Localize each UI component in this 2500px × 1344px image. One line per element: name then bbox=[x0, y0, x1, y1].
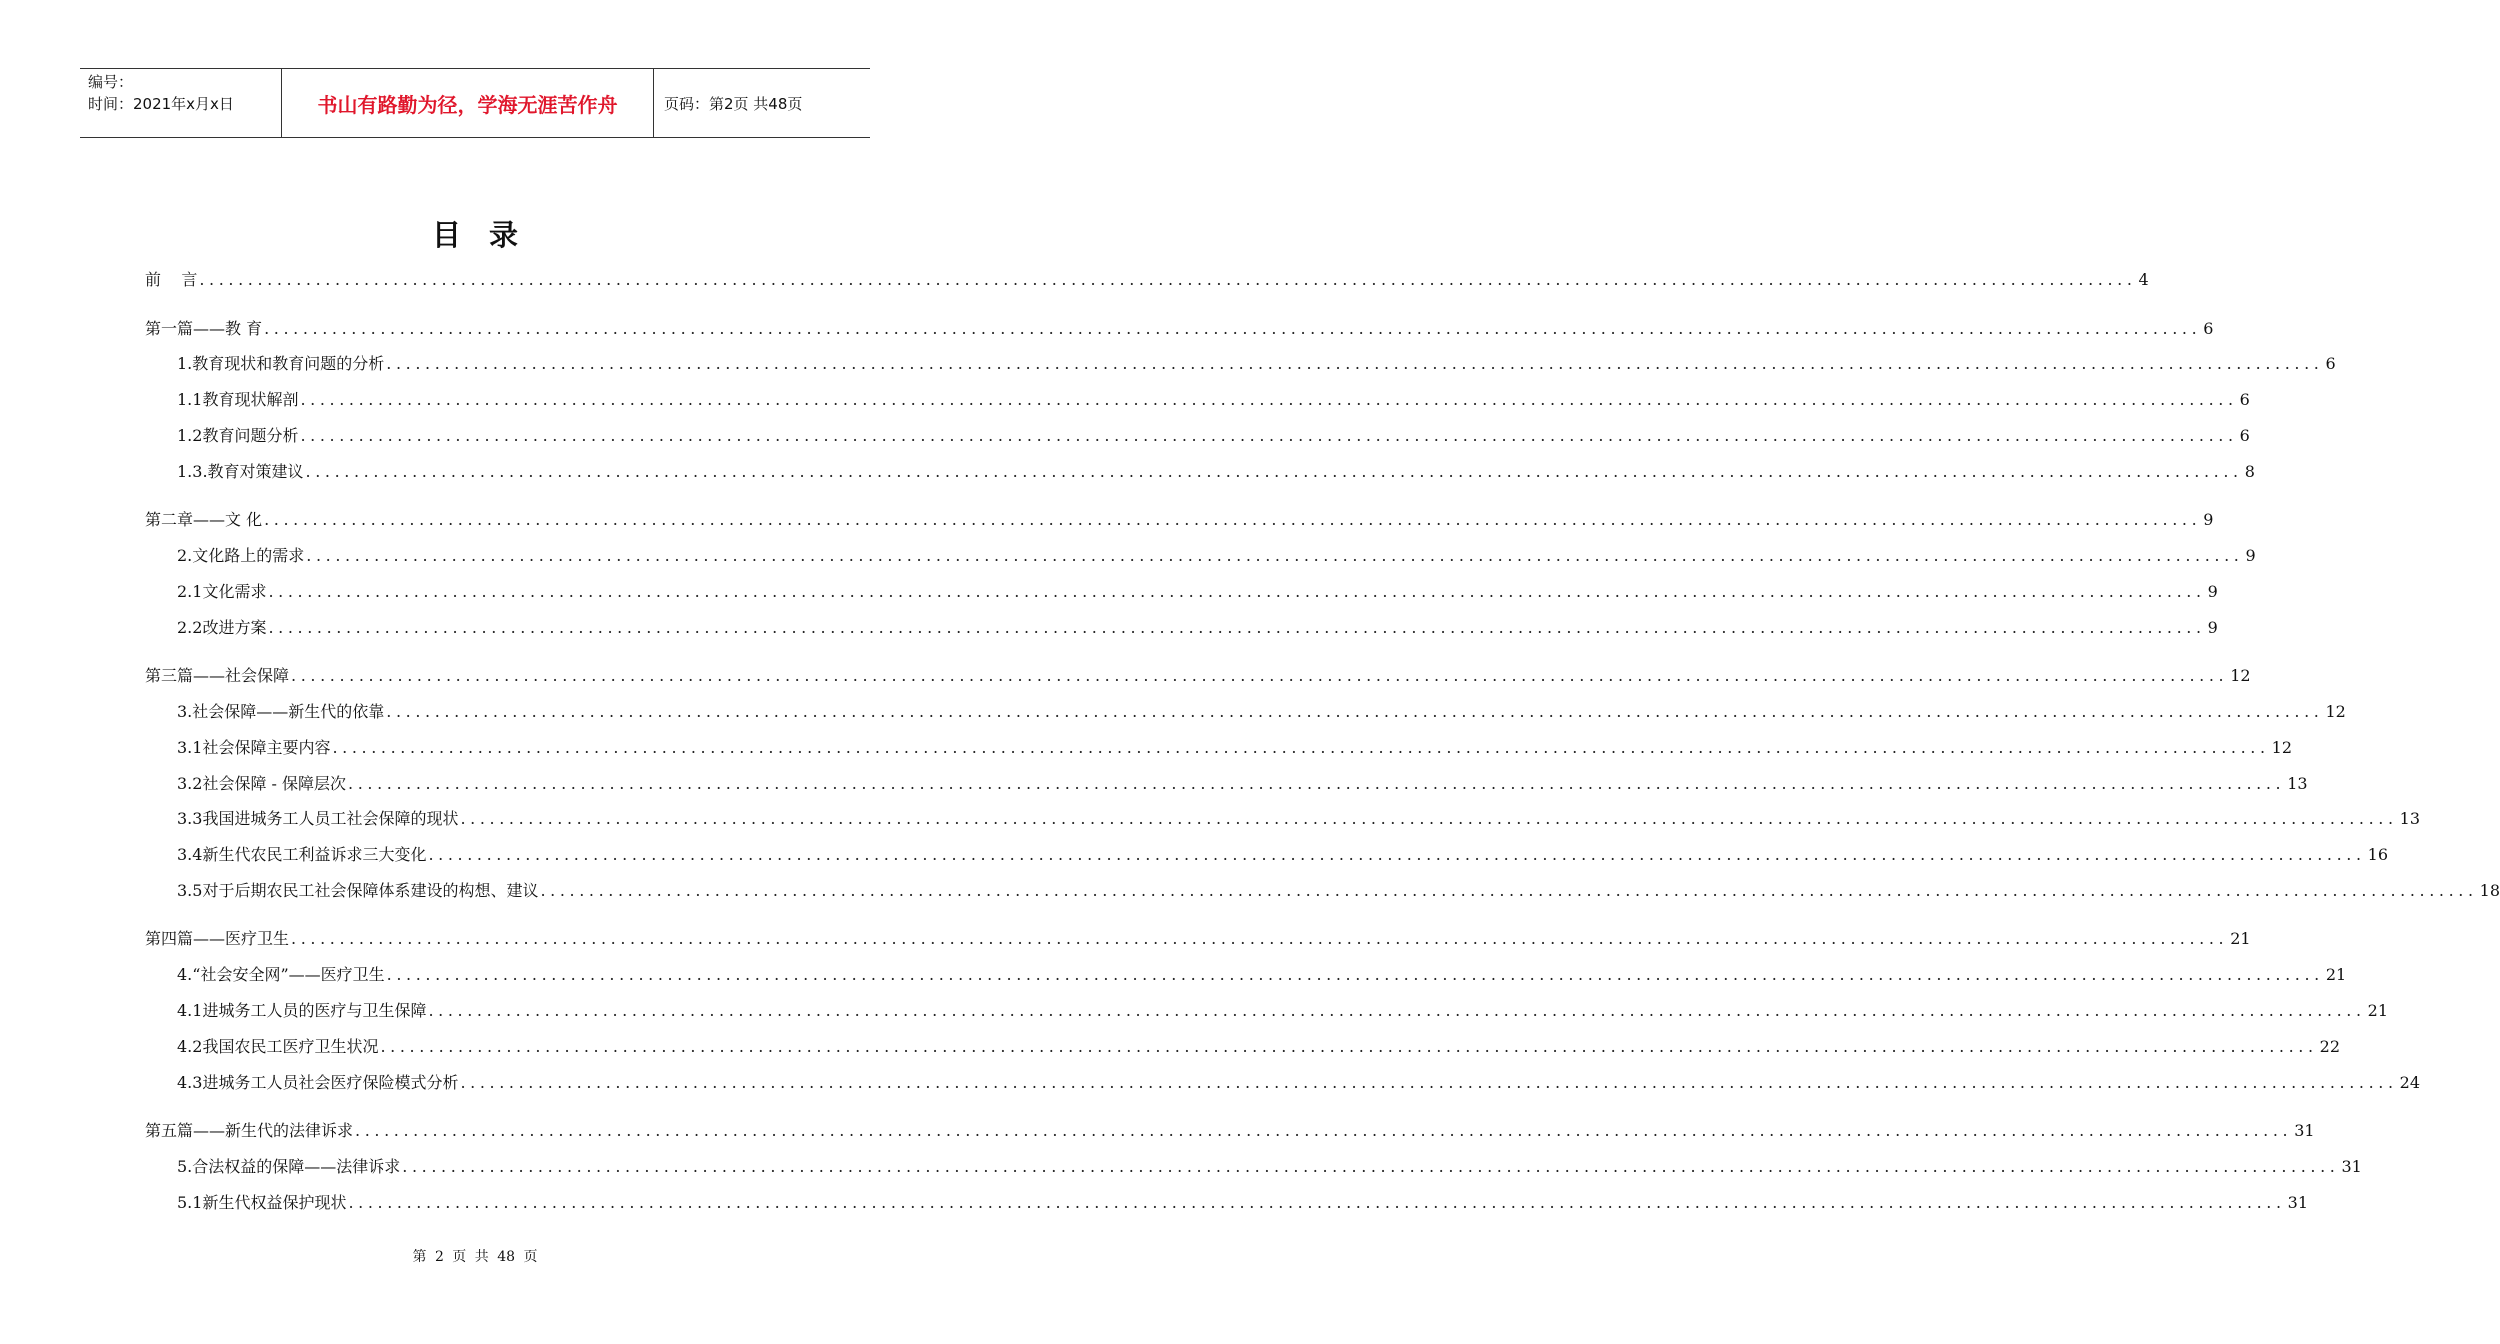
toc-entry-label: 5.合法权益的保障——法律诉求 bbox=[177, 1156, 401, 1176]
document-time-label: 时间：2021年x月x日 bbox=[88, 95, 234, 113]
header-motto: 书山有路勤为径，学海无涯苦作舟 bbox=[281, 69, 654, 137]
toc-entry-label: 5.1新生代权益保护现状 bbox=[177, 1192, 347, 1212]
toc-entry-label: 4.2我国农民工医疗卫生状况 bbox=[177, 1036, 379, 1056]
toc-chapter-entry[interactable] bbox=[145, 927, 2251, 951]
toc-entry-page-number: 21 bbox=[2367, 1001, 2388, 1020]
toc-section-entry[interactable] bbox=[177, 1155, 2362, 1179]
toc-entry-page-number: 13 bbox=[2287, 773, 2308, 793]
toc-section-entry[interactable] bbox=[177, 736, 2292, 760]
toc-entry-page-number: 9 bbox=[2207, 617, 2218, 637]
header-meta-cell bbox=[80, 69, 281, 137]
toc-entry-page-number: 12 bbox=[2271, 737, 2292, 757]
toc-entry-page-number: 13 bbox=[2399, 809, 2420, 829]
toc-section-entry[interactable] bbox=[177, 843, 2388, 867]
toc-entry-label: 3.4新生代农民工利益诉求三大变化 bbox=[177, 845, 427, 865]
toc-entry-label: 4.1进城务工人员的医疗与卫生保障 bbox=[177, 1001, 427, 1020]
page-footer: 第 2 页 共 48 页 bbox=[412, 1249, 538, 1265]
toc-entry-label: 2.2改进方案 bbox=[177, 617, 267, 637]
toc-entry-label: 前 言 bbox=[145, 270, 198, 289]
toc-entry-page-number: 6 bbox=[2239, 425, 2250, 445]
toc-leader-dots: ........................................................................................................................................................................................................ bbox=[428, 845, 2366, 865]
toc-leader-dots: ........................................................................................................................................................................................................ bbox=[386, 965, 2324, 985]
toc-entry-page-number: 9 bbox=[2207, 581, 2218, 601]
toc-entry-label: 2.1文化需求 bbox=[177, 581, 267, 601]
header-page-info: 页码：第2页 共48页 bbox=[664, 94, 803, 113]
toc-section-entry[interactable] bbox=[177, 544, 2256, 568]
toc-leader-dots: ........................................................................................................................................................................................................ bbox=[332, 737, 2270, 757]
toc-leader-dots: ........................................................................................................................................................................................................ bbox=[380, 1036, 2318, 1056]
toc-leader-dots: ........................................................................................................................................................................................................ bbox=[348, 1192, 2286, 1212]
toc-entry-page-number: 6 bbox=[2239, 390, 2250, 410]
toc-entry-page-number: 9 bbox=[2203, 510, 2214, 530]
toc-leader-dots: ........................................................................................................................................................................................................ bbox=[306, 546, 2244, 565]
document-number-label: 编号： bbox=[88, 73, 134, 91]
toc-entry-page-number: 21 bbox=[2325, 965, 2347, 985]
toc-leader-dots: ........................................................................................................................................................................................................ bbox=[540, 880, 2478, 900]
toc-leader-dots: ........................................................................................................................................................................................................ bbox=[386, 354, 2324, 374]
toc-section-entry[interactable] bbox=[177, 1035, 2340, 1059]
toc-leader-dots: ........................................................................................................................................................................................................ bbox=[268, 617, 2206, 637]
toc-chapter-entry[interactable] bbox=[145, 268, 2149, 292]
toc-entry-page-number: 18 bbox=[2479, 880, 2500, 900]
toc-chapter-entry[interactable] bbox=[145, 317, 2214, 341]
toc-section-entry[interactable] bbox=[177, 616, 2218, 640]
toc-entry-label: 3.3我国进城务工人员工社会保障的现状 bbox=[177, 809, 459, 829]
toc-entry-page-number: 31 bbox=[2341, 1156, 2362, 1176]
toc-entry-page-number: 4 bbox=[2138, 270, 2149, 289]
toc-leader-dots: ........................................................................................................................................................................................................ bbox=[348, 773, 2286, 793]
toc-leader-dots: ........................................................................................................................................................................................................ bbox=[291, 666, 2229, 686]
toc-title: 目录 bbox=[431, 218, 546, 252]
toc-entry-page-number: 12 bbox=[2230, 666, 2251, 686]
toc-leader-dots: ........................................................................................................................................................................................................ bbox=[460, 809, 2398, 829]
toc-section-entry[interactable] bbox=[177, 807, 2420, 831]
toc-leader-dots: ........................................................................................................................................................................................................ bbox=[460, 1072, 2398, 1092]
toc-leader-dots: ........................................................................................................................................................................................................ bbox=[199, 270, 2137, 289]
toc-entry-label: 1.2教育问题分析 bbox=[177, 425, 299, 445]
toc-entry-page-number: 9 bbox=[2245, 546, 2256, 565]
toc-leader-dots: ........................................................................................................................................................................................................ bbox=[402, 1156, 2340, 1176]
toc-entry-label: 3.社会保障——新生代的依靠 bbox=[177, 701, 385, 721]
toc-leader-dots: ........................................................................................................................................................................................................ bbox=[264, 318, 2202, 338]
toc-entry-page-number: 12 bbox=[2325, 701, 2346, 721]
toc-entry-page-number: 31 bbox=[2287, 1192, 2308, 1212]
toc-entry-page-number: 6 bbox=[2325, 354, 2336, 374]
toc-section-entry[interactable] bbox=[177, 388, 2250, 412]
toc-leader-dots: ........................................................................................................................................................................................................ bbox=[300, 390, 2238, 410]
toc-entry-page-number: 6 bbox=[2203, 318, 2214, 338]
toc-entry-label: 第五篇——新生代的法律诉求 bbox=[145, 1121, 354, 1141]
toc-entry-page-number: 21 bbox=[2230, 929, 2251, 949]
toc-entry-label: 1.3.教育对策建议 bbox=[177, 461, 304, 481]
toc-entry-page-number: 22 bbox=[2319, 1036, 2340, 1056]
toc-leader-dots: ........................................................................................................................................................................................................ bbox=[428, 1001, 2366, 1020]
toc-section-entry[interactable] bbox=[177, 460, 2255, 484]
toc-entry-label: 2.文化路上的需求 bbox=[177, 546, 305, 565]
toc-section-entry[interactable] bbox=[177, 700, 2346, 724]
toc-entry-label: 1.1教育现状解剖 bbox=[177, 390, 299, 410]
toc-chapter-entry[interactable] bbox=[145, 508, 2214, 532]
toc-leader-dots: ........................................................................................................................................................................................................ bbox=[291, 929, 2229, 949]
toc-section-entry[interactable] bbox=[177, 1191, 2308, 1215]
toc-leader-dots: ........................................................................................................................................................................................................ bbox=[300, 425, 2238, 445]
toc-entry-page-number: 8 bbox=[2244, 461, 2255, 481]
toc-leader-dots: ........................................................................................................................................................................................................ bbox=[264, 510, 2202, 530]
toc-entry-label: 3.5对于后期农民工社会保障体系建设的构想、建议 bbox=[177, 880, 539, 900]
toc-entry-label: 4.3进城务工人员社会医疗保险模式分析 bbox=[177, 1072, 459, 1092]
toc-entry-label: 4.“社会安全网”——医疗卫生 bbox=[177, 965, 385, 985]
page-header-table bbox=[80, 68, 870, 138]
toc-entry-page-number: 16 bbox=[2367, 845, 2388, 865]
toc-section-entry[interactable] bbox=[177, 999, 2388, 1023]
toc-entry-label: 3.1社会保障主要内容 bbox=[177, 737, 331, 757]
toc-entry-label: 1.教育现状和教育问题的分析 bbox=[177, 354, 385, 374]
toc-leader-dots: ........................................................................................................................................................................................................ bbox=[355, 1121, 2293, 1141]
toc-leader-dots: ........................................................................................................................................................................................................ bbox=[386, 701, 2324, 721]
toc-section-entry[interactable] bbox=[177, 963, 2347, 987]
toc-entry-label: 第三篇——社会保障 bbox=[145, 666, 290, 686]
toc-leader-dots: ........................................................................................................................................................................................................ bbox=[268, 581, 2206, 601]
toc-entry-page-number: 31 bbox=[2294, 1121, 2315, 1141]
toc-entry-label: 第四篇——医疗卫生 bbox=[145, 929, 290, 949]
toc-chapter-entry[interactable] bbox=[145, 664, 2251, 688]
toc-entry-label: 3.2社会保障 - 保障层次 bbox=[177, 773, 347, 793]
toc-chapter-entry[interactable] bbox=[145, 1119, 2315, 1143]
toc-leader-dots: ........................................................................................................................................................................................................ bbox=[305, 461, 2243, 481]
toc-section-entry[interactable] bbox=[177, 772, 2308, 796]
toc-section-entry[interactable] bbox=[177, 352, 2336, 376]
toc-section-entry[interactable] bbox=[177, 580, 2218, 604]
toc-section-entry[interactable] bbox=[177, 879, 2500, 903]
toc-entry-page-number: 24 bbox=[2399, 1072, 2420, 1092]
toc-section-entry[interactable] bbox=[177, 1071, 2420, 1095]
toc-entry-label: 第二章——文 化 bbox=[145, 510, 263, 530]
toc-section-entry[interactable] bbox=[177, 424, 2250, 448]
toc-entry-label: 第一篇——教 育 bbox=[145, 318, 263, 338]
